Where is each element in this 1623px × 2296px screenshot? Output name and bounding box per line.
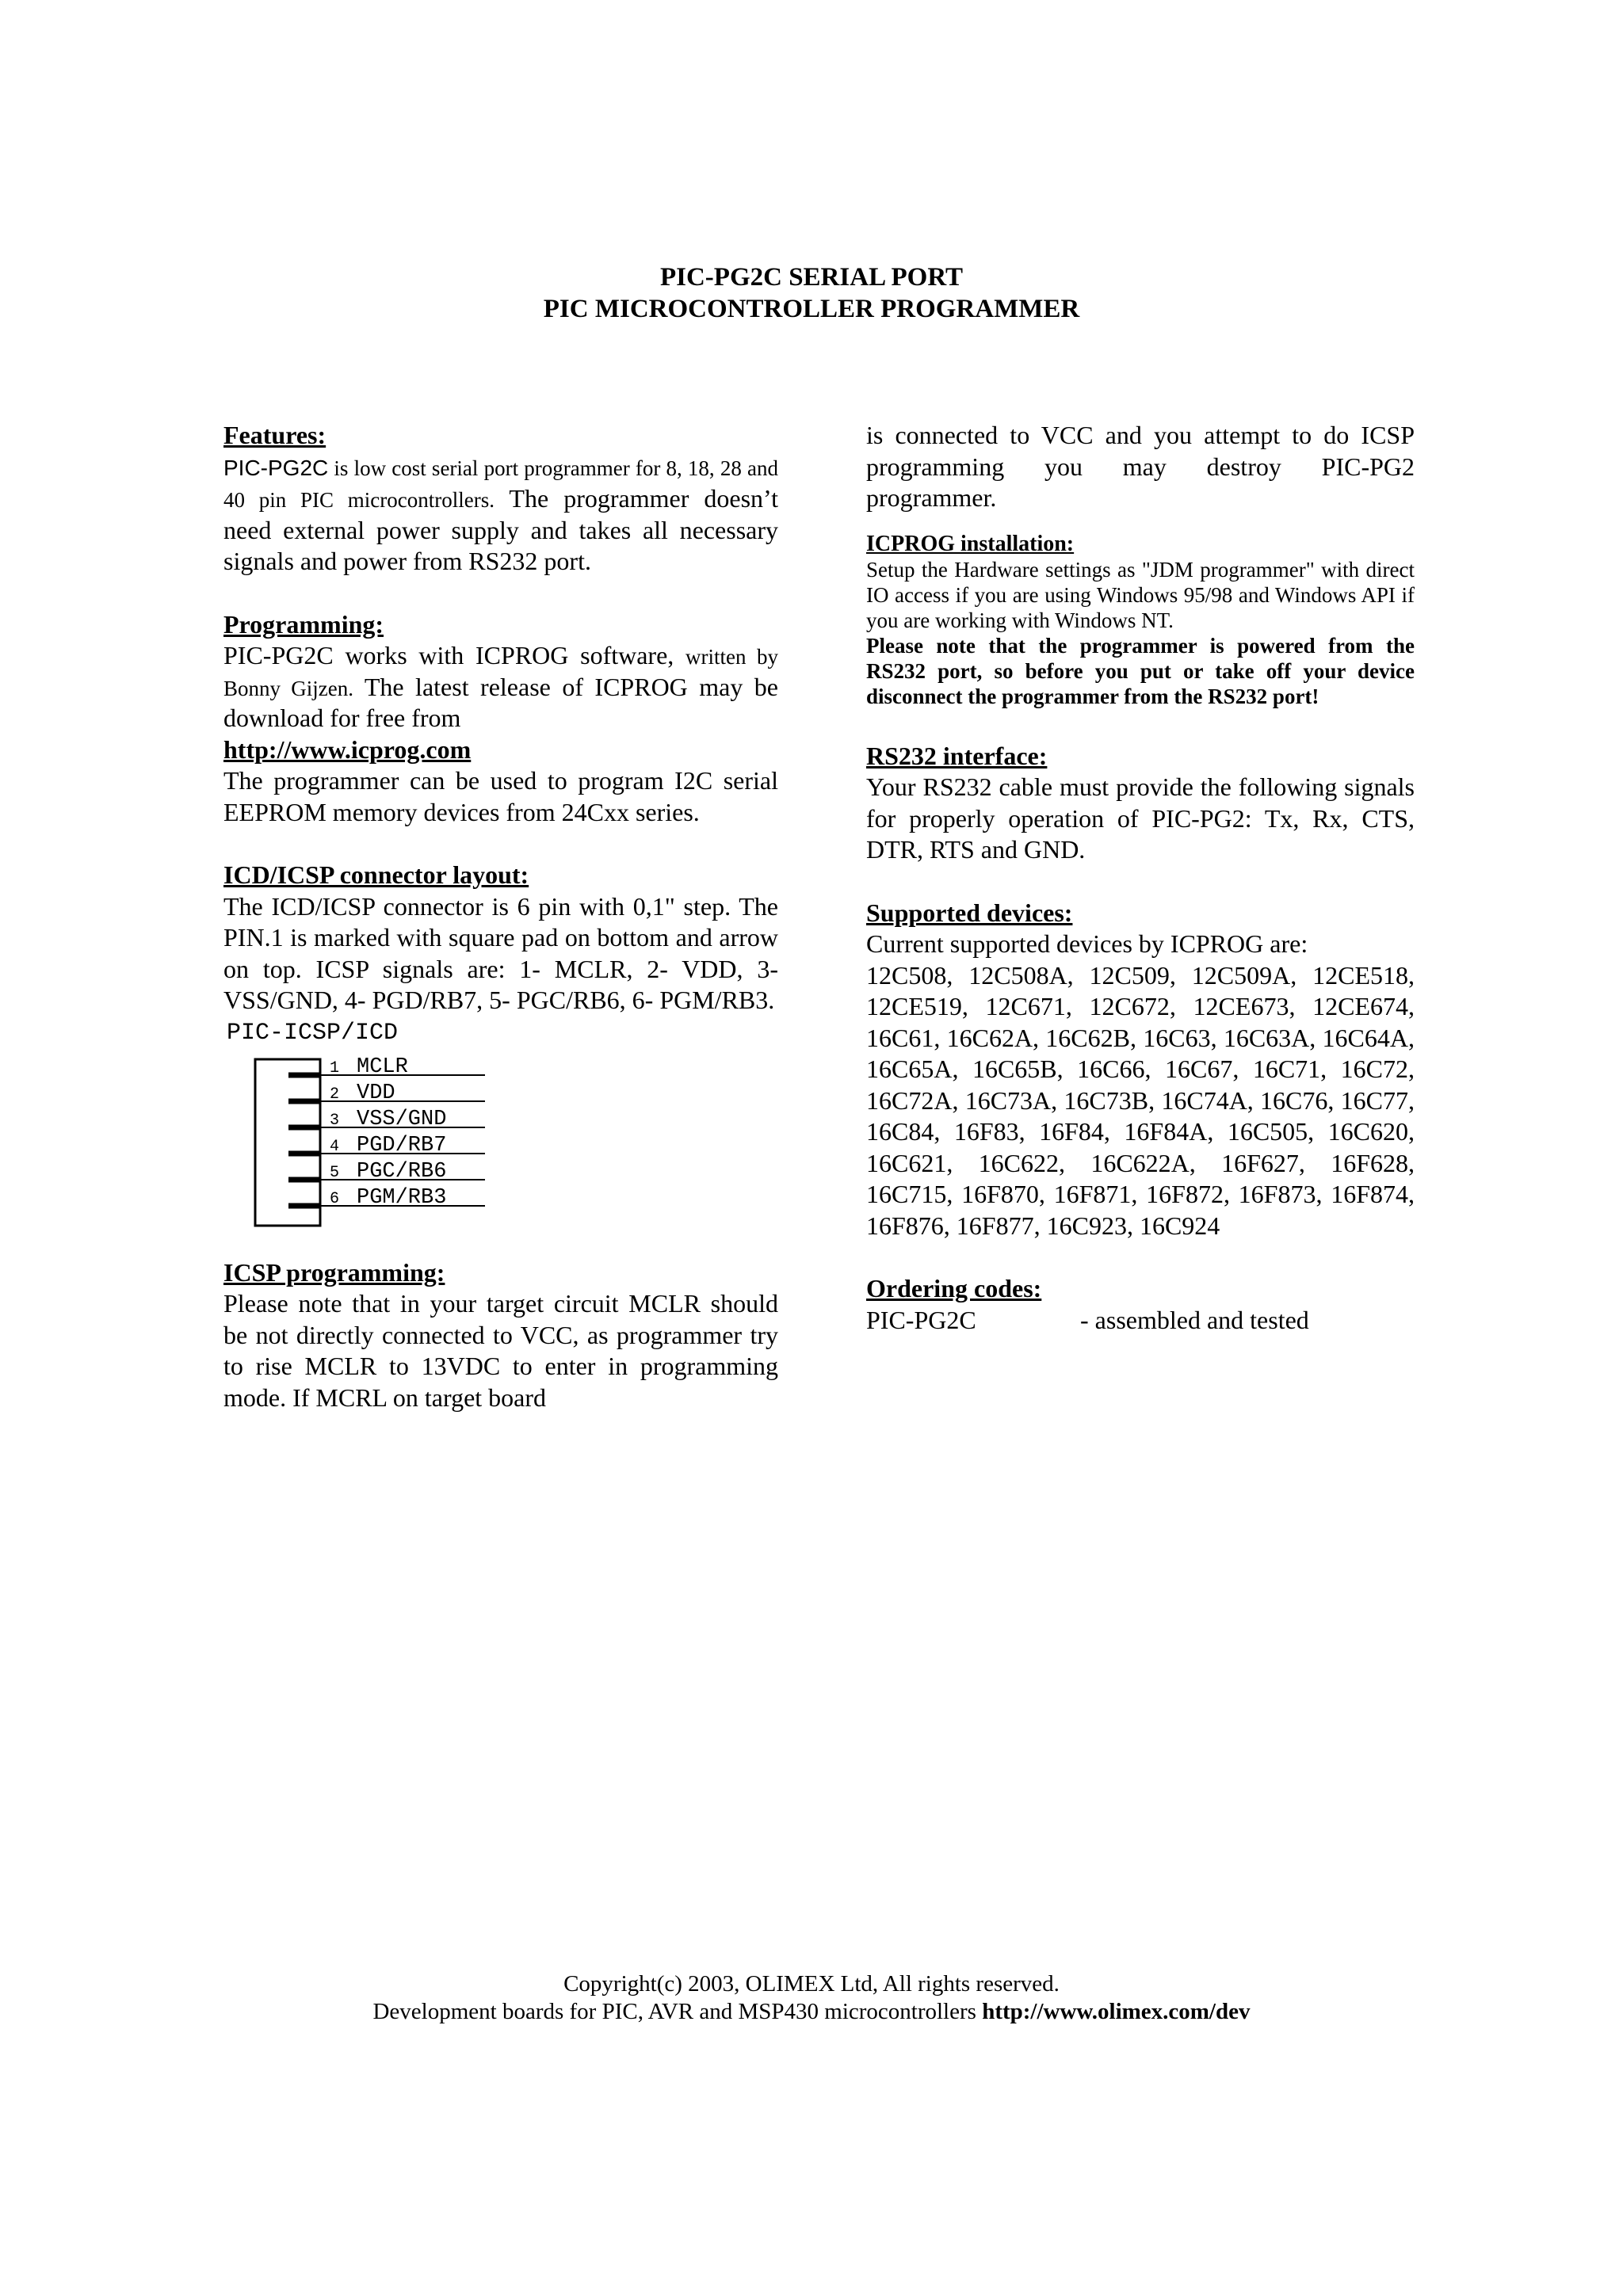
installation-note: Please note that the programmer is powered from the RS232 port, so before you put or take off your device disconnect the programmer from the RS232 port!: [866, 633, 1415, 708]
right-column: [866, 420, 1415, 1336]
icsp-connector-schematic: [223, 1020, 540, 1234]
pin-name-5: PGC/RB6: [357, 1159, 447, 1184]
rs232-heading: RS232 interface:: [866, 741, 1048, 770]
programming-text-a: PIC-PG2C works with ICPROG software,: [223, 641, 686, 669]
icprog-link[interactable]: http://www.icprog.com: [223, 734, 472, 764]
rs232-text: Your RS232 cable must provide the following signals for properly operation of PIC-PG2: Tx, Rx, CTS, DTR, RTS and GND.: [866, 772, 1415, 864]
devices-heading: Supported devices:: [866, 898, 1073, 927]
left-column: [223, 420, 778, 1413]
installation-heading: ICPROG installation:: [866, 531, 1075, 556]
schematic-title: PIC-ICSP/ICD: [227, 1019, 399, 1047]
pin-name-3: VSS/GND: [357, 1107, 447, 1131]
document-title: [0, 261, 1623, 325]
pin-name-2: VDD: [357, 1081, 395, 1105]
ordering-row: [866, 1305, 1415, 1337]
icsp-heading: ICSP programming:: [223, 1257, 445, 1287]
icsp-text: Please note that in your target circuit MCLR should be not directly connected to VCC, as programmer try to rise MCLR to 13VDC to enter in programming mode. If MCRL on target board: [223, 1289, 778, 1412]
ordering-code: PIC-PG2C: [866, 1305, 976, 1334]
features-lead-sans: PIC-PG2C: [223, 455, 329, 480]
pin-number-4: 4: [330, 1137, 340, 1156]
installation-text: Setup the Hardware settings as "JDM programmer" with direct IO access if you are using Windows 95/98 and Windows API if you are working with Windows NT.: [866, 557, 1415, 632]
pin-name-4: PGD/RB7: [357, 1133, 447, 1158]
connector-body: [255, 1059, 320, 1226]
features-heading: Features:: [223, 421, 327, 449]
pin-number-5: 5: [330, 1163, 340, 1182]
connector-heading: ICD/ICSP connector layout:: [223, 860, 529, 889]
pin-number-1: 1: [330, 1058, 340, 1077]
footer-line-2: [0, 1998, 1623, 2026]
pin-name-6: PGM/RB3: [357, 1185, 447, 1210]
pin-number-3: 3: [330, 1111, 340, 1130]
devices-list: 12C508, 12C508A, 12C509, 12C509A, 12CE518, 12CE519, 12C671, 12C672, 12CE673, 12CE674, 16C61, 16C62A, 16C62B, 16C63, 16C63A, 16C64A, 16C65A, 16C65B, 16C66, 16C67, 16C71, 16C72, 16C72A, 16C73A, 16C73B, 16C74A, 16C76, 16C77, 16C84, 16F83, 16F84, 16F84A, 16C505, 16C620, 16C621, 16C622, 16C622A, 16F627, 16F628, 16C715, 16F870, 16F871, 16F872, 16F873, 16F874, 16F876, 16F877, 16C923, 16C924: [866, 960, 1415, 1240]
title-line-2: PIC MICROCONTROLLER PROGRAMMER: [543, 295, 1080, 323]
features-text: [223, 452, 778, 578]
programming-text-c: The programmer can be used to program I2C serial EEPROM memory devices from 24Cxx series.: [223, 766, 778, 826]
programming-text-small: written by Bonny Gijzen.: [223, 645, 778, 700]
programming-text-b: The latest release of ICPROG may be download for free from: [223, 672, 779, 732]
pin-number-2: 2: [330, 1085, 340, 1104]
pin-name-1: MCLR: [357, 1055, 408, 1079]
programming-text: [223, 640, 778, 734]
ordering-desc: - assembled and tested: [1080, 1305, 1309, 1334]
copyright-line: Copyright(c) 2003, OLIMEX Ltd, All rights reserved.: [563, 1971, 1060, 1997]
pin-number-6: 6: [330, 1189, 340, 1208]
features-lead-small: is low cost serial port programmer for 8, 18, 28 and 40 pin PIC microcontrollers.: [223, 456, 778, 512]
devices-intro: Current supported devices by ICPROG are:: [866, 929, 1308, 958]
features-rest: The programmer doesn’t need external power supply and takes all necessary signals and power from RS232 port.: [223, 484, 778, 575]
ordering-heading: Ordering codes:: [866, 1274, 1042, 1302]
icsp-text-continued: is connected to VCC and you attempt to do ICSP programming you may destroy PIC-PG2 programmer.: [866, 421, 1415, 512]
title-line-1: PIC-PG2C SERIAL PORT: [659, 263, 964, 292]
connector-text: The ICD/ICSP connector is 6 pin with 0,1" step. The PIN.1 is marked with square pad on bottom and arrow on top. ICSP signals are: 1- MCLR, 2- VDD, 3- VSS/GND, 4- PGD/RB7, 5- PGC/RB6, 6- PGM/RB3.: [223, 891, 778, 1014]
page-footer: [0, 1970, 1623, 2026]
olimex-link[interactable]: http://www.olimex.com/dev: [982, 1999, 1251, 2024]
footer-description: Development boards for PIC, AVR and MSP430 microcontrollers: [372, 1999, 983, 2024]
programming-heading: Programming:: [223, 609, 384, 639]
